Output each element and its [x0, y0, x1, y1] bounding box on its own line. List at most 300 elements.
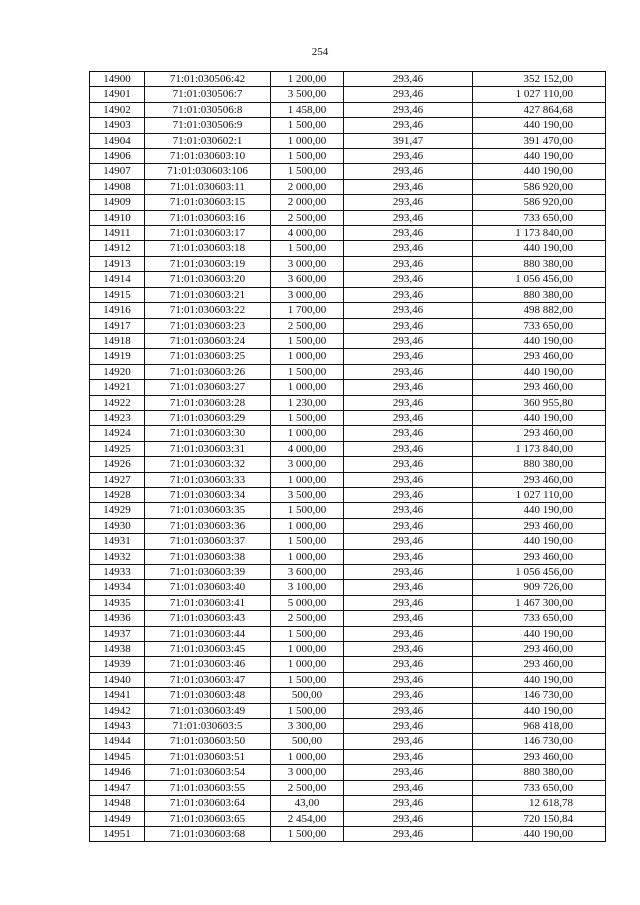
- cadastral-number-cell: 71:01:030603:44: [145, 626, 271, 641]
- area-cell: 5 000,00: [271, 595, 344, 610]
- cadastral-value-cell: 440 190,00: [473, 364, 606, 379]
- row-number-cell: 14924: [90, 426, 145, 441]
- table-row: [90, 672, 606, 687]
- table-row: [90, 303, 606, 318]
- cadastral-value-cell: 440 190,00: [473, 241, 606, 256]
- cadastral-value-table: [89, 71, 606, 842]
- specific-value-cell: 293,46: [344, 580, 473, 595]
- area-cell: 1 458,00: [271, 102, 344, 117]
- table-row: [90, 364, 606, 379]
- table-row: [90, 457, 606, 472]
- area-cell: 2 500,00: [271, 210, 344, 225]
- table-row: [90, 256, 606, 271]
- specific-value-cell: 293,46: [344, 780, 473, 795]
- row-number-cell: 14916: [90, 303, 145, 318]
- row-number-cell: 14900: [90, 72, 145, 87]
- cadastral-number-cell: 71:01:030603:5: [145, 719, 271, 734]
- table-row: [90, 380, 606, 395]
- area-cell: 1 200,00: [271, 72, 344, 87]
- cadastral-value-cell: 968 418,00: [473, 719, 606, 734]
- specific-value-cell: 293,46: [344, 534, 473, 549]
- row-number-cell: 14934: [90, 580, 145, 595]
- cadastral-number-cell: 71:01:030603:31: [145, 441, 271, 456]
- specific-value-cell: 293,46: [344, 626, 473, 641]
- specific-value-cell: 293,46: [344, 472, 473, 487]
- cadastral-number-cell: 71:01:030603:48: [145, 688, 271, 703]
- specific-value-cell: 293,46: [344, 657, 473, 672]
- area-cell: 4 000,00: [271, 226, 344, 241]
- row-number-cell: 14923: [90, 410, 145, 425]
- area-cell: 500,00: [271, 688, 344, 703]
- table-row: [90, 657, 606, 672]
- area-cell: 3 600,00: [271, 272, 344, 287]
- table-row: [90, 333, 606, 348]
- table-row: [90, 642, 606, 657]
- row-number-cell: 14919: [90, 349, 145, 364]
- cadastral-value-cell: 586 920,00: [473, 179, 606, 194]
- area-cell: 1 230,00: [271, 395, 344, 410]
- table-row: [90, 72, 606, 87]
- cadastral-value-cell: 733 650,00: [473, 210, 606, 225]
- cadastral-number-cell: 71:01:030603:39: [145, 565, 271, 580]
- row-number-cell: 14904: [90, 133, 145, 148]
- row-number-cell: 14920: [90, 364, 145, 379]
- cadastral-number-cell: 71:01:030603:45: [145, 642, 271, 657]
- specific-value-cell: 293,46: [344, 734, 473, 749]
- specific-value-cell: 391,47: [344, 133, 473, 148]
- area-cell: 1 500,00: [271, 703, 344, 718]
- specific-value-cell: 293,46: [344, 518, 473, 533]
- cadastral-number-cell: 71:01:030603:37: [145, 534, 271, 549]
- area-cell: 1 500,00: [271, 672, 344, 687]
- row-number-cell: 14911: [90, 226, 145, 241]
- cadastral-value-cell: 1 056 456,00: [473, 565, 606, 580]
- cadastral-number-cell: 71:01:030603:28: [145, 395, 271, 410]
- row-number-cell: 14946: [90, 765, 145, 780]
- specific-value-cell: 293,46: [344, 410, 473, 425]
- specific-value-cell: 293,46: [344, 549, 473, 564]
- row-number-cell: 14903: [90, 118, 145, 133]
- area-cell: 1 500,00: [271, 534, 344, 549]
- area-cell: 2 500,00: [271, 611, 344, 626]
- table-row: [90, 595, 606, 610]
- table-row: [90, 395, 606, 410]
- table-row: [90, 626, 606, 641]
- row-number-cell: 14929: [90, 503, 145, 518]
- table-row: [90, 272, 606, 287]
- area-cell: 3 000,00: [271, 287, 344, 302]
- cadastral-value-cell: 498 882,00: [473, 303, 606, 318]
- row-number-cell: 14906: [90, 149, 145, 164]
- table-row: [90, 87, 606, 102]
- cadastral-number-cell: 71:01:030603:36: [145, 518, 271, 533]
- row-number-cell: 14951: [90, 826, 145, 841]
- specific-value-cell: 293,46: [344, 256, 473, 271]
- specific-value-cell: 293,46: [344, 796, 473, 811]
- row-number-cell: 14928: [90, 487, 145, 502]
- specific-value-cell: 293,46: [344, 642, 473, 657]
- specific-value-cell: 293,46: [344, 672, 473, 687]
- area-cell: 3 000,00: [271, 256, 344, 271]
- table-row: [90, 102, 606, 117]
- cadastral-value-cell: 1 173 840,00: [473, 441, 606, 456]
- cadastral-value-cell: 293 460,00: [473, 549, 606, 564]
- area-cell: 1 000,00: [271, 657, 344, 672]
- table-row: [90, 441, 606, 456]
- area-cell: 1 500,00: [271, 149, 344, 164]
- cadastral-number-cell: 71:01:030603:25: [145, 349, 271, 364]
- specific-value-cell: 293,46: [344, 595, 473, 610]
- cadastral-number-cell: 71:01:030603:65: [145, 811, 271, 826]
- row-number-cell: 14937: [90, 626, 145, 641]
- cadastral-number-cell: 71:01:030603:32: [145, 457, 271, 472]
- cadastral-value-cell: 293 460,00: [473, 426, 606, 441]
- area-cell: 2 454,00: [271, 811, 344, 826]
- cadastral-value-cell: 1 027 110,00: [473, 87, 606, 102]
- row-number-cell: 14935: [90, 595, 145, 610]
- cadastral-table-container: [89, 71, 606, 842]
- specific-value-cell: 293,46: [344, 118, 473, 133]
- cadastral-value-cell: 440 190,00: [473, 410, 606, 425]
- cadastral-value-cell: 440 190,00: [473, 534, 606, 549]
- area-cell: 1 500,00: [271, 826, 344, 841]
- row-number-cell: 14913: [90, 256, 145, 271]
- row-number-cell: 14931: [90, 534, 145, 549]
- cadastral-value-cell: 440 190,00: [473, 672, 606, 687]
- table-row: [90, 410, 606, 425]
- cadastral-number-cell: 71:01:030603:46: [145, 657, 271, 672]
- area-cell: 1 500,00: [271, 118, 344, 133]
- cadastral-value-cell: 880 380,00: [473, 256, 606, 271]
- specific-value-cell: 293,46: [344, 457, 473, 472]
- row-number-cell: 14918: [90, 333, 145, 348]
- cadastral-number-cell: 71:01:030506:42: [145, 72, 271, 87]
- cadastral-number-cell: 71:01:030603:64: [145, 796, 271, 811]
- cadastral-number-cell: 71:01:030603:30: [145, 426, 271, 441]
- cadastral-number-cell: 71:01:030603:11: [145, 179, 271, 194]
- table-row: [90, 796, 606, 811]
- row-number-cell: 14949: [90, 811, 145, 826]
- area-cell: 1 000,00: [271, 133, 344, 148]
- cadastral-number-cell: 71:01:030603:38: [145, 549, 271, 564]
- specific-value-cell: 293,46: [344, 333, 473, 348]
- table-body: [90, 72, 606, 842]
- area-cell: 1 500,00: [271, 164, 344, 179]
- cadastral-value-cell: 360 955,80: [473, 395, 606, 410]
- cadastral-number-cell: 71:01:030603:29: [145, 410, 271, 425]
- cadastral-value-cell: 427 864,68: [473, 102, 606, 117]
- cadastral-value-cell: 293 460,00: [473, 380, 606, 395]
- area-cell: 4 000,00: [271, 441, 344, 456]
- table-row: [90, 210, 606, 225]
- specific-value-cell: 293,46: [344, 102, 473, 117]
- row-number-cell: 14942: [90, 703, 145, 718]
- table-row: [90, 426, 606, 441]
- row-number-cell: 14945: [90, 749, 145, 764]
- area-cell: 3 500,00: [271, 487, 344, 502]
- cadastral-number-cell: 71:01:030603:47: [145, 672, 271, 687]
- cadastral-value-cell: 733 650,00: [473, 611, 606, 626]
- table-row: [90, 226, 606, 241]
- cadastral-number-cell: 71:01:030603:16: [145, 210, 271, 225]
- area-cell: 1 700,00: [271, 303, 344, 318]
- area-cell: 1 000,00: [271, 518, 344, 533]
- cadastral-number-cell: 71:01:030603:55: [145, 780, 271, 795]
- cadastral-value-cell: 440 190,00: [473, 626, 606, 641]
- table-row: [90, 472, 606, 487]
- cadastral-number-cell: 71:01:030603:19: [145, 256, 271, 271]
- table-row: [90, 133, 606, 148]
- area-cell: 1 500,00: [271, 410, 344, 425]
- row-number-cell: 14936: [90, 611, 145, 626]
- row-number-cell: 14927: [90, 472, 145, 487]
- cadastral-number-cell: 71:01:030603:50: [145, 734, 271, 749]
- row-number-cell: 14948: [90, 796, 145, 811]
- specific-value-cell: 293,46: [344, 287, 473, 302]
- table-row: [90, 703, 606, 718]
- area-cell: 500,00: [271, 734, 344, 749]
- specific-value-cell: 293,46: [344, 826, 473, 841]
- cadastral-value-cell: 909 726,00: [473, 580, 606, 595]
- table-row: [90, 826, 606, 841]
- table-row: [90, 780, 606, 795]
- row-number-cell: 14909: [90, 195, 145, 210]
- specific-value-cell: 293,46: [344, 318, 473, 333]
- row-number-cell: 14908: [90, 179, 145, 194]
- table-row: [90, 179, 606, 194]
- cadastral-number-cell: 71:01:030603:17: [145, 226, 271, 241]
- row-number-cell: 14930: [90, 518, 145, 533]
- row-number-cell: 14914: [90, 272, 145, 287]
- area-cell: 1 500,00: [271, 333, 344, 348]
- specific-value-cell: 293,46: [344, 565, 473, 580]
- row-number-cell: 14926: [90, 457, 145, 472]
- specific-value-cell: 293,46: [344, 688, 473, 703]
- table-row: [90, 765, 606, 780]
- table-row: [90, 241, 606, 256]
- table-row: [90, 349, 606, 364]
- cadastral-value-cell: 880 380,00: [473, 765, 606, 780]
- cadastral-value-cell: 293 460,00: [473, 642, 606, 657]
- cadastral-number-cell: 71:01:030603:51: [145, 749, 271, 764]
- row-number-cell: 14912: [90, 241, 145, 256]
- page-number: 254: [311, 46, 329, 58]
- area-cell: 1 000,00: [271, 472, 344, 487]
- cadastral-value-cell: 293 460,00: [473, 472, 606, 487]
- table-row: [90, 503, 606, 518]
- specific-value-cell: 293,46: [344, 441, 473, 456]
- row-number-cell: 14939: [90, 657, 145, 672]
- area-cell: 1 000,00: [271, 426, 344, 441]
- specific-value-cell: 293,46: [344, 179, 473, 194]
- cadastral-value-cell: 1 056 456,00: [473, 272, 606, 287]
- specific-value-cell: 293,46: [344, 241, 473, 256]
- cadastral-number-cell: 71:01:030506:8: [145, 102, 271, 117]
- cadastral-value-cell: 440 190,00: [473, 333, 606, 348]
- cadastral-value-cell: 146 730,00: [473, 734, 606, 749]
- specific-value-cell: 293,46: [344, 303, 473, 318]
- specific-value-cell: 293,46: [344, 811, 473, 826]
- specific-value-cell: 293,46: [344, 426, 473, 441]
- cadastral-number-cell: 71:01:030506:9: [145, 118, 271, 133]
- cadastral-number-cell: 71:01:030603:41: [145, 595, 271, 610]
- cadastral-number-cell: 71:01:030603:35: [145, 503, 271, 518]
- cadastral-value-cell: 720 150,84: [473, 811, 606, 826]
- specific-value-cell: 293,46: [344, 195, 473, 210]
- cadastral-number-cell: 71:01:030603:54: [145, 765, 271, 780]
- row-number-cell: 14940: [90, 672, 145, 687]
- row-number-cell: 14938: [90, 642, 145, 657]
- area-cell: 1 000,00: [271, 749, 344, 764]
- row-number-cell: 14925: [90, 441, 145, 456]
- specific-value-cell: 293,46: [344, 72, 473, 87]
- cadastral-value-cell: 293 460,00: [473, 657, 606, 672]
- cadastral-value-cell: 586 920,00: [473, 195, 606, 210]
- row-number-cell: 14932: [90, 549, 145, 564]
- area-cell: 2 000,00: [271, 179, 344, 194]
- row-number-cell: 14922: [90, 395, 145, 410]
- cadastral-number-cell: 71:01:030603:10: [145, 149, 271, 164]
- area-cell: 1 500,00: [271, 503, 344, 518]
- table-row: [90, 318, 606, 333]
- cadastral-number-cell: 71:01:030603:27: [145, 380, 271, 395]
- specific-value-cell: 293,46: [344, 611, 473, 626]
- cadastral-number-cell: 71:01:030603:106: [145, 164, 271, 179]
- table-row: [90, 611, 606, 626]
- cadastral-number-cell: 71:01:030603:24: [145, 333, 271, 348]
- specific-value-cell: 293,46: [344, 349, 473, 364]
- area-cell: 43,00: [271, 796, 344, 811]
- cadastral-value-cell: 391 470,00: [473, 133, 606, 148]
- table-row: [90, 734, 606, 749]
- cadastral-value-cell: 733 650,00: [473, 318, 606, 333]
- cadastral-number-cell: 71:01:030603:40: [145, 580, 271, 595]
- area-cell: 1 000,00: [271, 380, 344, 395]
- cadastral-number-cell: 71:01:030603:26: [145, 364, 271, 379]
- cadastral-value-cell: 12 618,78: [473, 796, 606, 811]
- row-number-cell: 14933: [90, 565, 145, 580]
- cadastral-number-cell: 71:01:030603:68: [145, 826, 271, 841]
- cadastral-number-cell: 71:01:030602:1: [145, 133, 271, 148]
- row-number-cell: 14901: [90, 87, 145, 102]
- cadastral-number-cell: 71:01:030603:22: [145, 303, 271, 318]
- table-row: [90, 719, 606, 734]
- cadastral-value-cell: 440 190,00: [473, 118, 606, 133]
- row-number-cell: 14917: [90, 318, 145, 333]
- area-cell: 2 500,00: [271, 318, 344, 333]
- row-number-cell: 14921: [90, 380, 145, 395]
- cadastral-number-cell: 71:01:030603:34: [145, 487, 271, 502]
- area-cell: 3 000,00: [271, 457, 344, 472]
- cadastral-value-cell: 880 380,00: [473, 457, 606, 472]
- cadastral-value-cell: 1 027 110,00: [473, 487, 606, 502]
- cadastral-value-cell: 293 460,00: [473, 749, 606, 764]
- table-row: [90, 195, 606, 210]
- row-number-cell: 14944: [90, 734, 145, 749]
- specific-value-cell: 293,46: [344, 210, 473, 225]
- area-cell: 1 500,00: [271, 364, 344, 379]
- specific-value-cell: 293,46: [344, 719, 473, 734]
- cadastral-number-cell: 71:01:030603:49: [145, 703, 271, 718]
- specific-value-cell: 293,46: [344, 149, 473, 164]
- area-cell: 3 600,00: [271, 565, 344, 580]
- table-row: [90, 487, 606, 502]
- cadastral-number-cell: 71:01:030603:43: [145, 611, 271, 626]
- specific-value-cell: 293,46: [344, 749, 473, 764]
- specific-value-cell: 293,46: [344, 364, 473, 379]
- area-cell: 3 100,00: [271, 580, 344, 595]
- cadastral-value-cell: 1 173 840,00: [473, 226, 606, 241]
- row-number-cell: 14902: [90, 102, 145, 117]
- cadastral-value-cell: 440 190,00: [473, 703, 606, 718]
- cadastral-value-cell: 440 190,00: [473, 149, 606, 164]
- cadastral-value-cell: 293 460,00: [473, 518, 606, 533]
- specific-value-cell: 293,46: [344, 87, 473, 102]
- cadastral-value-cell: 146 730,00: [473, 688, 606, 703]
- cadastral-number-cell: 71:01:030603:20: [145, 272, 271, 287]
- row-number-cell: 14943: [90, 719, 145, 734]
- area-cell: 1 500,00: [271, 626, 344, 641]
- table-row: [90, 287, 606, 302]
- specific-value-cell: 293,46: [344, 765, 473, 780]
- table-row: [90, 565, 606, 580]
- row-number-cell: 14947: [90, 780, 145, 795]
- row-number-cell: 14941: [90, 688, 145, 703]
- cadastral-number-cell: 71:01:030603:18: [145, 241, 271, 256]
- row-number-cell: 14910: [90, 210, 145, 225]
- table-row: [90, 749, 606, 764]
- cadastral-value-cell: 733 650,00: [473, 780, 606, 795]
- cadastral-value-cell: 440 190,00: [473, 164, 606, 179]
- area-cell: 1 000,00: [271, 642, 344, 657]
- row-number-cell: 14907: [90, 164, 145, 179]
- specific-value-cell: 293,46: [344, 395, 473, 410]
- specific-value-cell: 293,46: [344, 703, 473, 718]
- specific-value-cell: 293,46: [344, 487, 473, 502]
- area-cell: 2 500,00: [271, 780, 344, 795]
- table-row: [90, 164, 606, 179]
- cadastral-value-cell: 1 467 300,00: [473, 595, 606, 610]
- cadastral-value-cell: 880 380,00: [473, 287, 606, 302]
- cadastral-value-cell: 352 152,00: [473, 72, 606, 87]
- area-cell: 3 000,00: [271, 765, 344, 780]
- area-cell: 1 000,00: [271, 549, 344, 564]
- specific-value-cell: 293,46: [344, 503, 473, 518]
- table-row: [90, 688, 606, 703]
- area-cell: 3 500,00: [271, 87, 344, 102]
- table-row: [90, 534, 606, 549]
- table-row: [90, 118, 606, 133]
- cadastral-number-cell: 71:01:030603:33: [145, 472, 271, 487]
- specific-value-cell: 293,46: [344, 226, 473, 241]
- cadastral-number-cell: 71:01:030603:23: [145, 318, 271, 333]
- area-cell: 1 000,00: [271, 349, 344, 364]
- area-cell: 1 500,00: [271, 241, 344, 256]
- table-row: [90, 811, 606, 826]
- cadastral-number-cell: 71:01:030506:7: [145, 87, 271, 102]
- cadastral-value-cell: 440 190,00: [473, 826, 606, 841]
- specific-value-cell: 293,46: [344, 272, 473, 287]
- cadastral-value-cell: 293 460,00: [473, 349, 606, 364]
- row-number-cell: 14915: [90, 287, 145, 302]
- specific-value-cell: 293,46: [344, 164, 473, 179]
- table-row: [90, 580, 606, 595]
- specific-value-cell: 293,46: [344, 380, 473, 395]
- cadastral-number-cell: 71:01:030603:21: [145, 287, 271, 302]
- table-row: [90, 149, 606, 164]
- area-cell: 3 300,00: [271, 719, 344, 734]
- cadastral-number-cell: 71:01:030603:15: [145, 195, 271, 210]
